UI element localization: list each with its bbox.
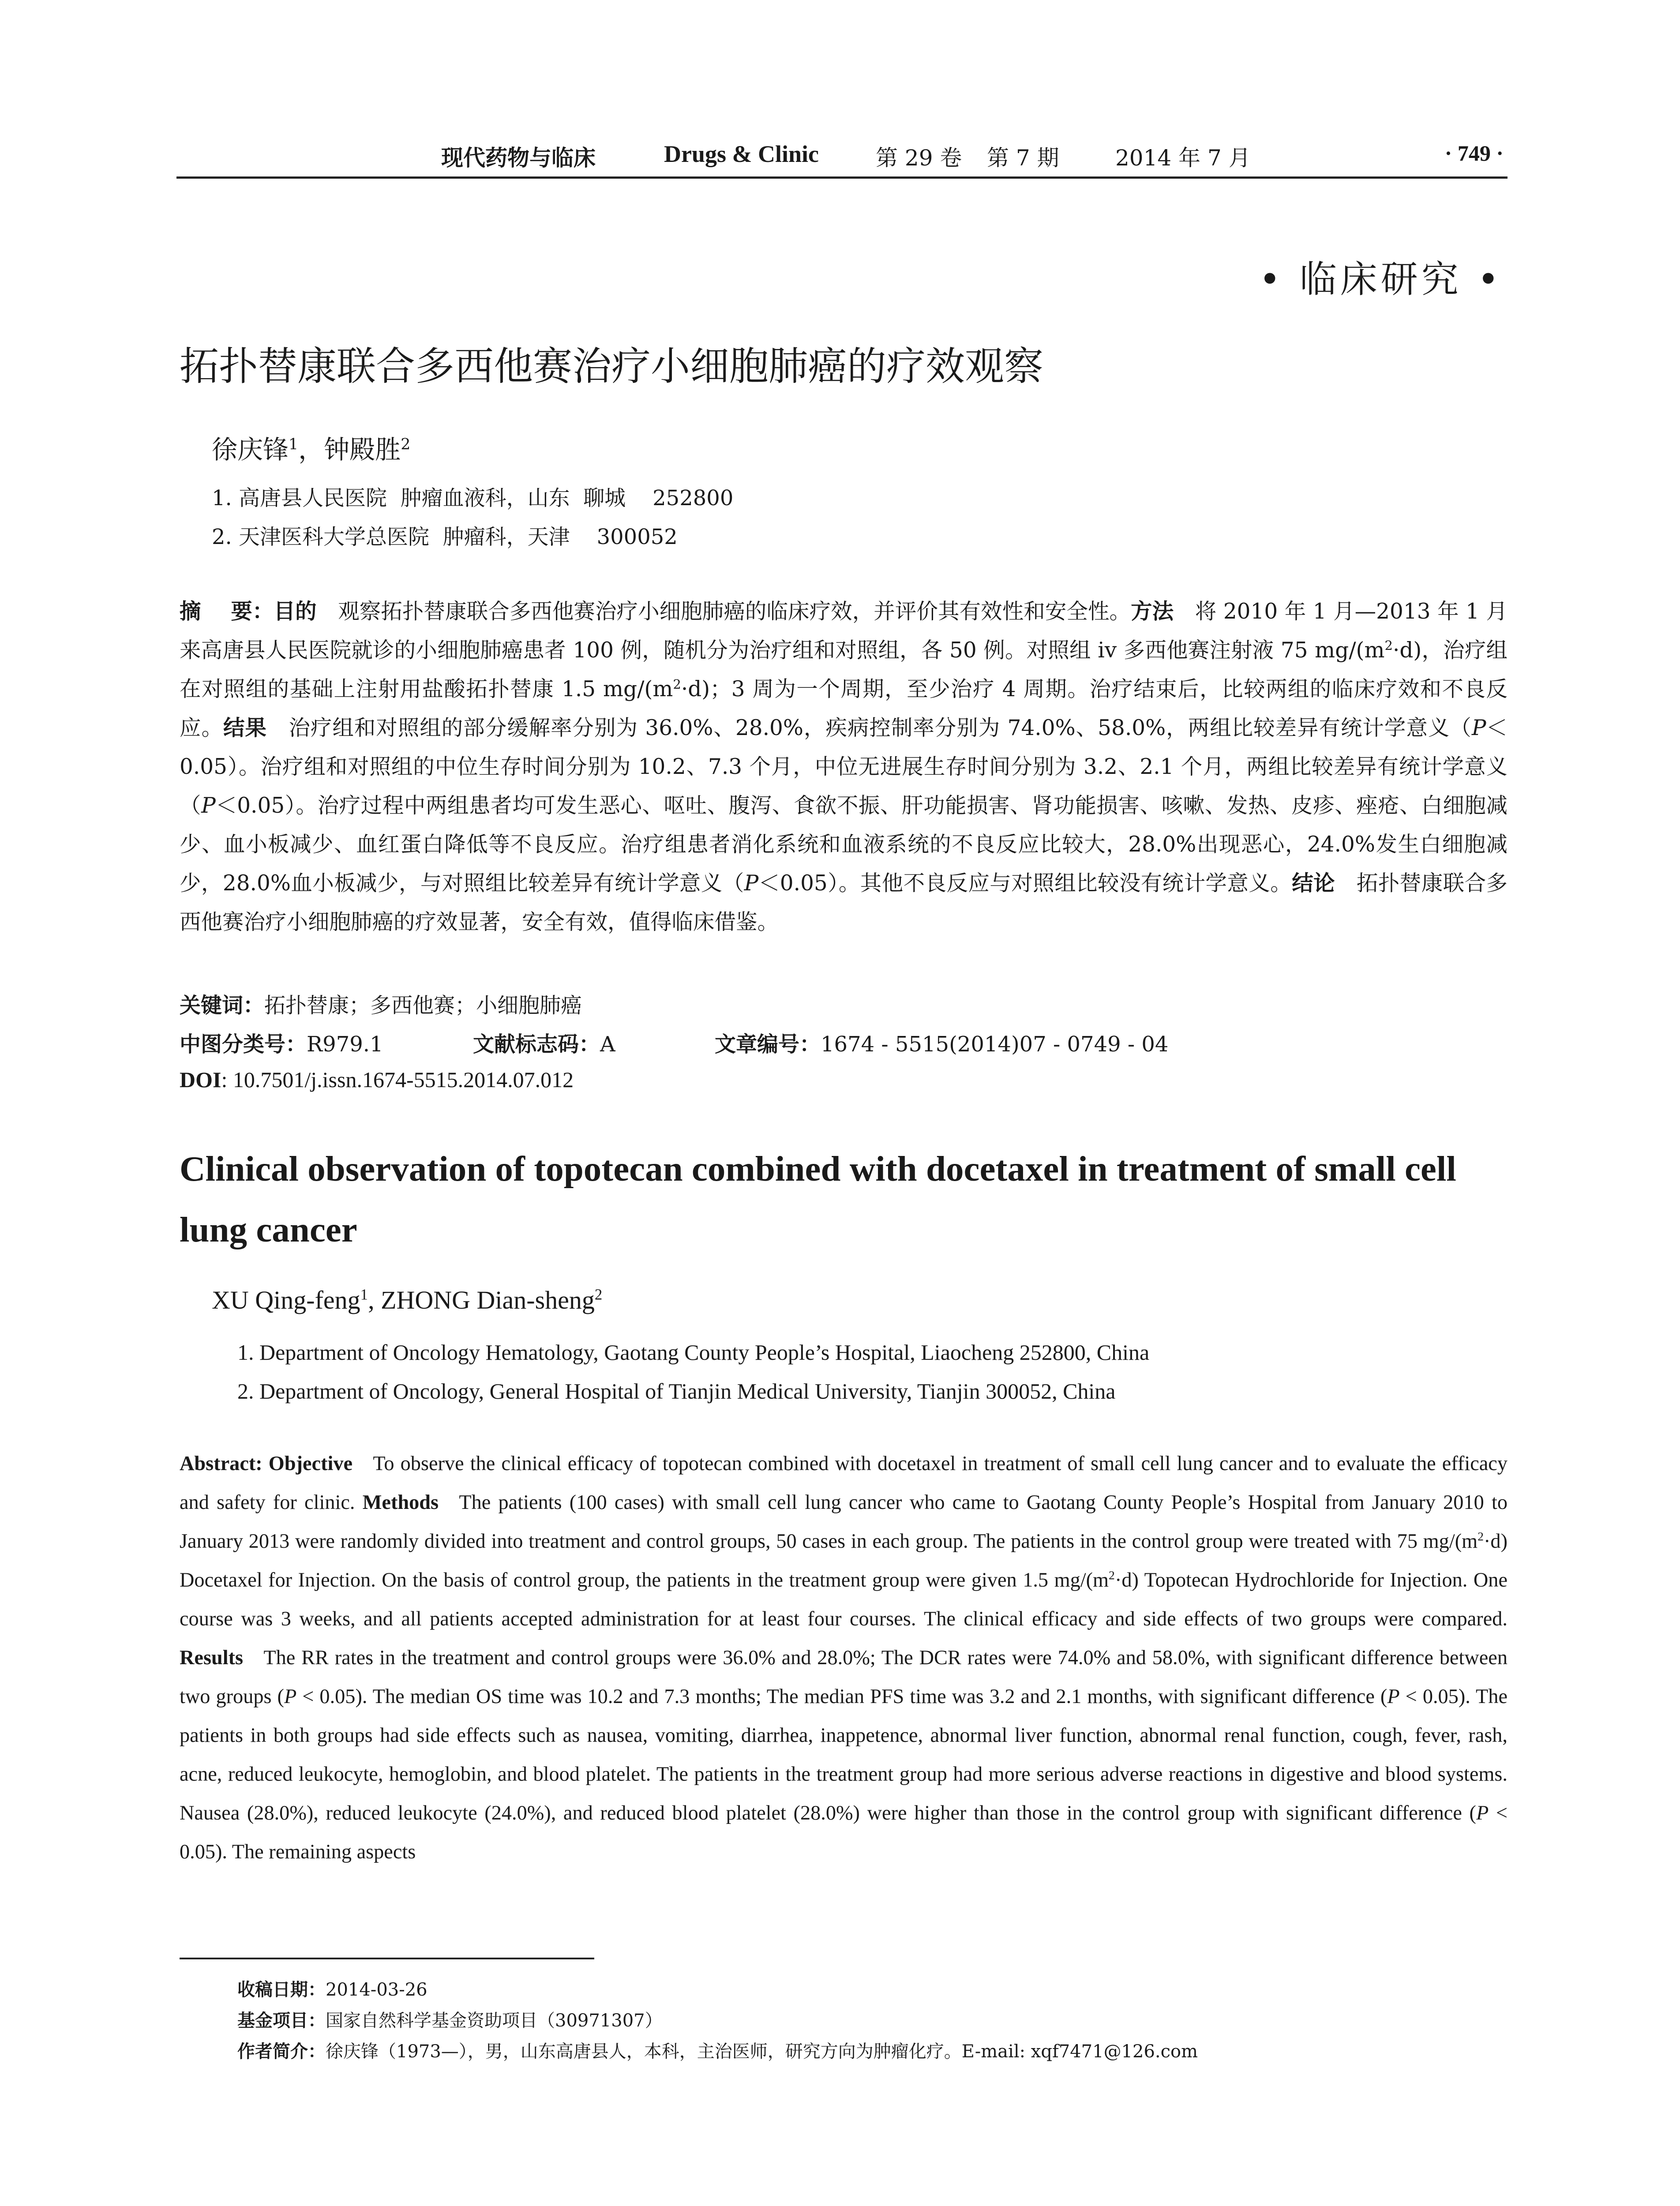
superscript: 2 <box>673 676 681 692</box>
objective-text: 观察拓扑替康联合多西他赛治疗小细胞肺癌的临床疗效，并评价其有效性和安全性。 <box>338 599 1131 624</box>
results-text: < 0.05). The remaining aspects <box>180 1802 1508 1863</box>
abstract-en <box>180 1444 1508 1872</box>
keywords: 拓扑替康；多西他赛；小细胞肺癌 <box>264 993 582 1018</box>
clc-code: R979.1 <box>307 1032 383 1057</box>
methods-text: ·d) Topotecan Hydrochloride for Injection. One course was 3 weeks, and all patients accepted administration for at least four courses. The clinical efficacy and side effects of two groups were compared. <box>180 1569 1508 1630</box>
methods-text: The patients (100 cases) with small cell lung cancer who came to Gaotang County People’s Hospital from January 2010 to January 2013 were randomly divided into treatment and control groups, 50 cases in each group. The patients in the control group were treated with 75 mg/(m <box>180 1491 1508 1553</box>
p-symbol: P <box>1387 1685 1400 1708</box>
issue-date: 2014 年 7 月 <box>1115 145 1251 171</box>
abstract-label: 摘 要： <box>180 599 274 624</box>
document-code: A <box>600 1032 615 1057</box>
doi: : 10.7501/j.issn.1674-5515.2014.07.012 <box>221 1067 574 1092</box>
document-code-label: 文献标志码： <box>473 1032 600 1057</box>
methods-label: 方法 <box>1131 599 1174 624</box>
author-bio <box>237 2037 1198 2063</box>
article-number-line <box>715 1027 1168 1058</box>
author-name: 钟殿胜 <box>324 435 401 465</box>
affiliation-marker: 2 <box>594 1286 603 1303</box>
conclusion-label: 结论 <box>1292 871 1335 896</box>
received-date <box>237 1976 428 2001</box>
doi-line <box>180 1067 574 1092</box>
fund-info <box>237 2007 663 2032</box>
results-text: ＜0.05）。治疗组和对照组的中位生存时间分别为 10.2、7.3 个月，中位无进展生存时间分别为 3.2、2.1 个月，两组比较差异有统计学意义（ <box>180 716 1508 818</box>
article-number-label: 文章编号： <box>715 1032 821 1057</box>
page-number: · 749 · <box>1444 141 1504 165</box>
footnote-rule <box>180 1958 594 1959</box>
section-label: • 临床研究 • <box>1259 258 1503 301</box>
keywords-label: 关键词： <box>180 993 265 1018</box>
received-label: 收稿日期： <box>237 1980 326 2000</box>
methods-text: 将 2010 年 1 月—2013 年 1 月来高唐县人民医院就诊的小细胞肺癌患者 100 例，随机分为治疗组和对照组，各 50 例。对照组 iv 多西他赛注射液 75 mg/(m <box>180 599 1508 663</box>
superscript: 2 <box>1384 638 1393 653</box>
results-text: < 0.05). The median OS time was 10.2 and 7.3 months; The median PFS time was 3.2 and 2.1 months, with significant difference ( <box>296 1685 1388 1708</box>
p-symbol: P <box>1476 1802 1489 1824</box>
keywords-line <box>180 988 582 1019</box>
superscript: 2 <box>1478 1530 1484 1544</box>
abstract-objective-label: Abstract: Objective <box>180 1452 353 1475</box>
abstract-cn <box>180 592 1508 942</box>
methods-text: ·d)，治疗组在对照组的基础上注射用盐酸拓扑替康 1.5 mg/(m <box>180 638 1508 702</box>
methods-text: ·d) Docetaxel for Injection. On the basis of control group, the patients in the treatment group were given 1.5 mg/(m <box>180 1530 1508 1591</box>
results-label: Results <box>180 1647 244 1669</box>
volume: 第 29 卷 <box>876 145 962 171</box>
doi-label: DOI <box>180 1067 221 1092</box>
header-rule <box>176 176 1508 179</box>
fund-label: 基金项目： <box>237 2011 326 2031</box>
results-text: 治疗组和对照组的部分缓解率分别为 36.0%、28.0%，疾病控制率分别为 74.0%、58.0%，两组比较差异有统计学意义（ <box>288 716 1472 740</box>
running-header <box>441 140 596 172</box>
objective-label: 目的 <box>274 599 317 624</box>
results-text: The RR rates in the treatment and control groups were 36.0% and 28.0%; The DCR rates were 74.0% and 58.0%, with significant difference between two groups ( <box>180 1647 1508 1708</box>
affiliation-marker: 1 <box>360 1286 368 1303</box>
article-title-cn: 拓扑替康联合多西他赛治疗小细胞肺癌的疗效观察 <box>180 343 1043 389</box>
received-value: 2014-03-26 <box>326 1980 428 2000</box>
objective-text: To observe the clinical efficacy of topotecan combined with docetaxel in treatment of small cell lung cancer and to evaluate the efficacy and safety for clinic. <box>180 1452 1508 1514</box>
p-symbol: P <box>284 1685 297 1708</box>
affiliation-cn-2: 2. 天津医科大学总医院 肿瘤科，天津 300052 <box>212 525 678 549</box>
classification-line <box>180 1027 383 1058</box>
journal-name-cn: 现代药物与临床 <box>441 145 596 171</box>
authors-cn <box>212 429 410 466</box>
authors-en <box>212 1285 602 1315</box>
author-name: XU Qing-feng <box>212 1286 360 1314</box>
methods-text: ·d)；3 周为一个周期，至少治疗 4 周期。治疗结束后，比较两组的临床疗效和不良反应。 <box>180 677 1508 740</box>
affiliation-marker: 2 <box>401 435 411 454</box>
author-name: ZHONG Dian-sheng <box>381 1286 595 1314</box>
clc-label: 中图分类号： <box>180 1032 307 1057</box>
results-text: ＜0.05）。其他不良反应与对照组比较没有统计学意义。 <box>758 871 1292 896</box>
fund-value: 国家自然科学基金资助项目（30971307） <box>326 2011 663 2031</box>
methods-label: Methods <box>362 1491 439 1514</box>
conclusion-text: 拓扑替康联合多西他赛治疗小细胞肺癌的疗效显著，安全有效，值得临床借鉴。 <box>180 871 1508 934</box>
affiliation-cn-1: 1. 高唐县人民医院 肿瘤血液科，山东 聊城 252800 <box>212 486 734 510</box>
article-number: 1674 - 5515(2014)07 - 0749 - 04 <box>821 1032 1169 1057</box>
author-separator: , <box>368 1286 381 1314</box>
document-code-line <box>473 1027 615 1058</box>
author-name: 徐庆锋 <box>212 435 289 465</box>
p-symbol: P <box>201 793 216 818</box>
affiliation-en-2: 2. Department of Oncology, General Hospital of Tianjin Medical University, Tianjin 300052, China <box>237 1379 1116 1403</box>
superscript: 2 <box>1109 1568 1115 1583</box>
author-separator: ， <box>298 435 324 465</box>
article-title-en: Clinical observation of topotecan combined with docetaxel in treatment of small cell lung cancer <box>180 1149 1456 1249</box>
affiliation-marker: 1 <box>289 435 299 454</box>
bio-value: 徐庆锋（1973—），男，山东高唐县人，本科，主治医师，研究方向为肿瘤化疗。E-mail: xqf7471@126.com <box>326 2041 1198 2062</box>
p-symbol: P <box>1471 716 1486 740</box>
bio-label: 作者简介： <box>237 2041 326 2062</box>
affiliation-en-1: 1. Department of Oncology Hematology, Gaotang County People’s Hospital, Liaocheng 252800, China <box>237 1340 1150 1365</box>
p-symbol: P <box>744 871 759 896</box>
results-label: 结果 <box>223 716 267 740</box>
journal-name-en: Drugs & Clinic <box>664 141 819 167</box>
results-text: < 0.05). The patients in both groups had side effects such as nausea, vomiting, diarrhea, inappetence, abnormal liver function, abnormal renal function, cough, fever, rash, acne, reduced leukocyte, hemoglobin, and blood platelet. The patients in the treatment group had more serious adverse reactions in digestive and blood systems. Nausea (28.0%), reduced leukocyte (24.0%), and reduced blood platelet (28.0%) were higher than those in the control group with significant difference ( <box>180 1685 1508 1824</box>
results-text: ＜0.05）。治疗过程中两组患者均可发生恶心、呕吐、腹泻、食欲不振、肝功能损害、肾功能损害、咳嗽、发热、皮疹、痤疮、白细胞减少、血小板减少、血红蛋白降低等不良反应。治疗组患者消化系统和血液系统的不良反应比较大，28.0%出现恶心，24.0%发生白细胞减少，28.0%血小板减少，与对照组比较差异有统计学意义（ <box>180 793 1508 896</box>
issue: 第 7 期 <box>987 145 1059 171</box>
